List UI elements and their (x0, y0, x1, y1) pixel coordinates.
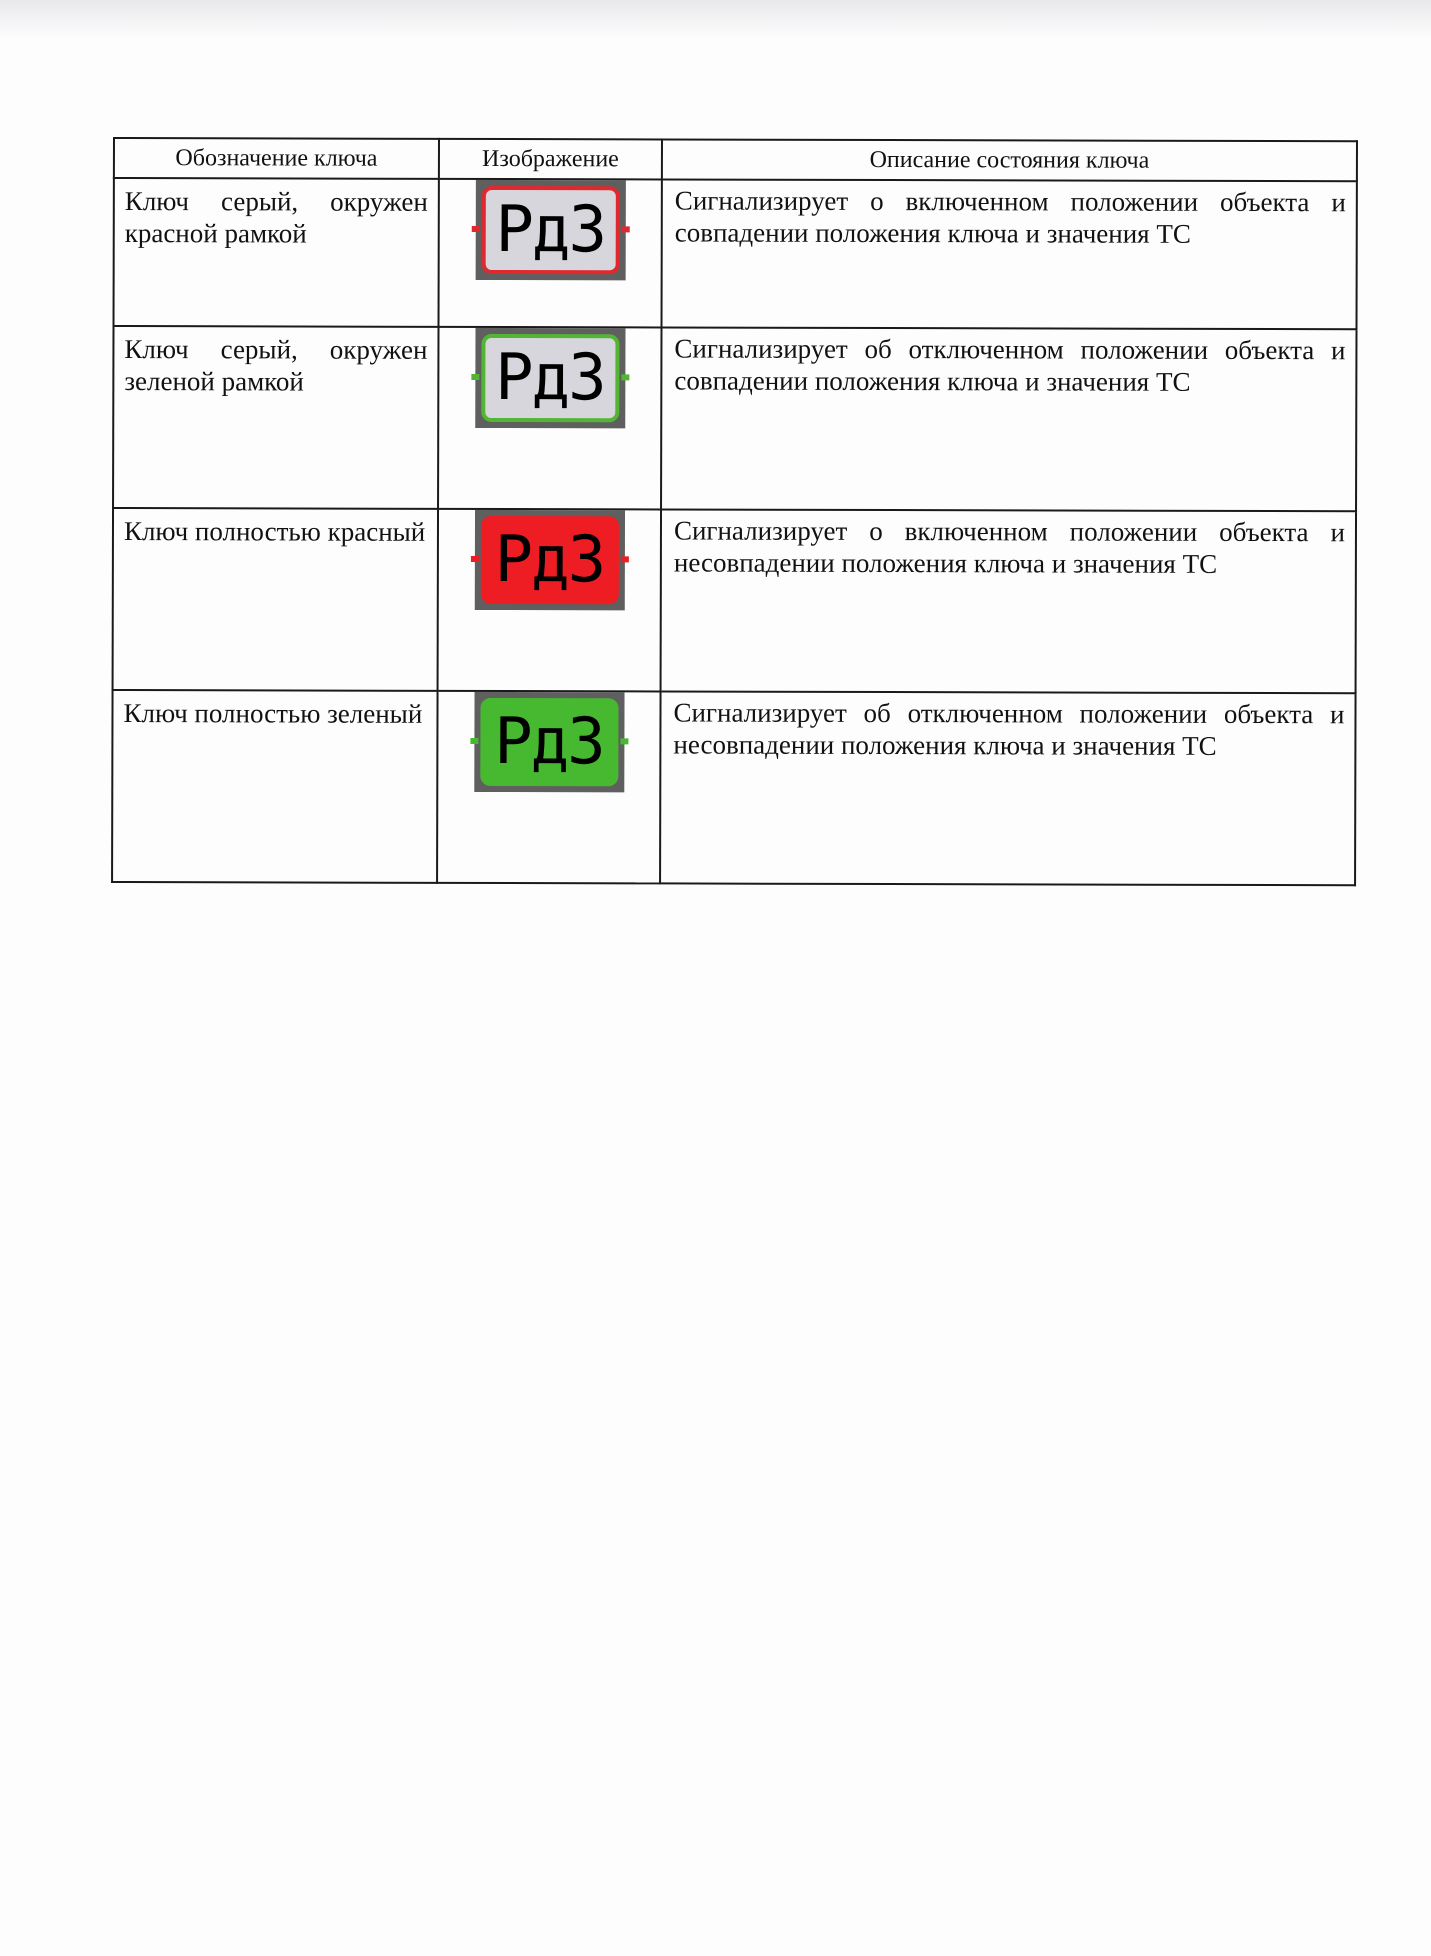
key-tick-right (621, 226, 629, 232)
key-image-cell (438, 327, 661, 510)
key-tick-left (471, 374, 479, 380)
key-tick-left (470, 556, 478, 562)
key-description-cell (660, 691, 1356, 885)
table-row (113, 326, 1356, 511)
key-label-cell (112, 690, 438, 883)
key-description-cell (661, 509, 1356, 693)
key-text: РдЗ (481, 186, 619, 274)
key-description: Сигнализирует о включенном положении объекта и совпадении положения ключа и значения ТС (674, 185, 1346, 249)
key-label: Ключ полностью зеленый (123, 698, 423, 729)
key-tick-left (471, 226, 479, 232)
key-image-cell (438, 509, 661, 692)
key-image-gray-green (475, 328, 625, 428)
key-tick-right (620, 556, 628, 562)
header-description: Описание состояния ключа (662, 139, 1357, 181)
key-text: РдЗ (481, 334, 619, 422)
key-description-cell (661, 327, 1356, 511)
table-header-row (114, 138, 1357, 181)
key-label-cell (113, 508, 438, 691)
key-text: РдЗ (480, 516, 618, 604)
key-text: РдЗ (480, 698, 618, 786)
key-description: Сигнализирует об отключенном положении объекта и несовпадении положения ключа и значения ТС (673, 697, 1345, 761)
key-label: Ключ серый, окружен зеленой рамкой (124, 334, 428, 397)
key-image-cell (439, 179, 662, 328)
key-label: Ключ полностью красный (123, 516, 426, 547)
table-row (113, 508, 1356, 693)
header-image: Изображение (439, 139, 662, 180)
table-row (114, 178, 1357, 329)
key-image-full-red (474, 510, 624, 610)
key-image-full-green (474, 692, 624, 792)
table-row (112, 690, 1355, 885)
key-image-gray-red (475, 180, 625, 280)
key-image-cell (437, 691, 661, 884)
key-tick-left (470, 738, 478, 744)
key-description: Сигнализирует о включенном положении объекта и несовпадении положения ключа и значения ТС (673, 515, 1346, 579)
key-label-cell (114, 178, 439, 327)
header-key-designation: Обозначение ключа (114, 138, 439, 179)
key-label: Ключ серый, окружен красной рамкой (124, 186, 428, 249)
page-top-shadow (0, 0, 1431, 40)
key-description: Сигнализирует об отключенном положении объекта и совпадении положения ключа и значения ТС (674, 333, 1346, 397)
key-states-table (111, 137, 1358, 886)
key-tick-right (621, 374, 629, 380)
key-label-cell (113, 326, 438, 509)
key-tick-right (620, 738, 628, 744)
key-description-cell (662, 179, 1357, 329)
